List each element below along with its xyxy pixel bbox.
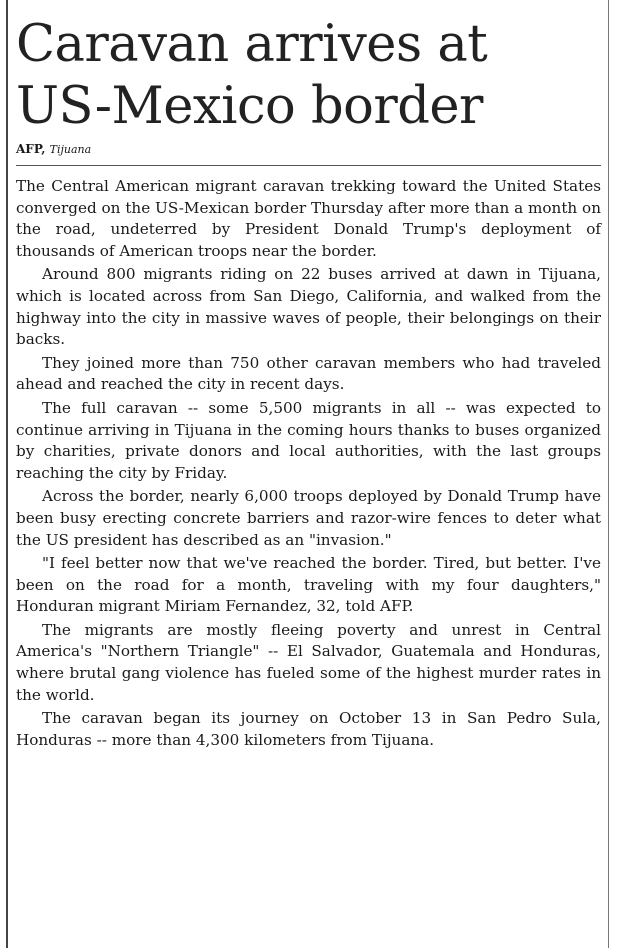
column-rule-right <box>608 0 609 948</box>
byline-agency: AFP, <box>16 142 46 156</box>
paragraph-1: The Central American migrant caravan trekking toward the United States converged on the US-Mexican border Thursday after more than a month on the road, undeterred by President Donald Trump's deployment of thousands of American troops near the border. <box>16 177 601 260</box>
paragraph-3: They joined more than 750 other caravan members who had traveled ahead and reached the city in recent days. <box>16 353 601 394</box>
article-body <box>16 176 601 751</box>
byline <box>16 140 606 159</box>
paragraph-2: Around 800 migrants riding on 22 buses arrived at dawn in Tijuana, which is located across from San Diego, California, and walked from the highway into the city in massive waves of people, their belongings on their backs. <box>16 265 601 349</box>
byline-dateline: Tijuana <box>49 143 92 156</box>
news-article <box>16 0 606 751</box>
column-rule-left <box>6 0 8 948</box>
headline <box>16 14 606 138</box>
paragraph-6: "I feel better now that we've reached the border. Tired, but better. I've been on the road for a month, traveling with my four daughters," Honduran migrant Miriam Fernandez, 32, told AFP. <box>16 554 601 616</box>
paragraph-7: The migrants are mostly fleeing poverty and unrest in Central America's "Northern Triangle" -- El Salvador, Guatemala and Honduras, where brutal gang violence has fueled some of the highest murder rates in the world. <box>16 620 601 704</box>
paragraph-5: Across the border, nearly 6,000 troops deployed by Donald Trump have been busy erecting concrete barriers and razor-wire fences to deter what the US president has described as an "invasion." <box>16 487 601 549</box>
paragraph-4: The full caravan -- some 5,500 migrants in all -- was expected to continue arriving in Tijuana in the coming hours thanks to buses organized by charities, private donors and local authorities, with the last groups reaching the city by Friday. <box>16 398 601 482</box>
paragraph-8: The caravan began its journey on October 13 in San Pedro Sula, Honduras -- more than 4,300 kilometers from Tijuana. <box>16 709 601 749</box>
byline-divider <box>16 165 601 166</box>
headline-line-2: US-Mexico border <box>16 77 483 136</box>
headline-line-1: Caravan arrives at <box>16 15 488 74</box>
